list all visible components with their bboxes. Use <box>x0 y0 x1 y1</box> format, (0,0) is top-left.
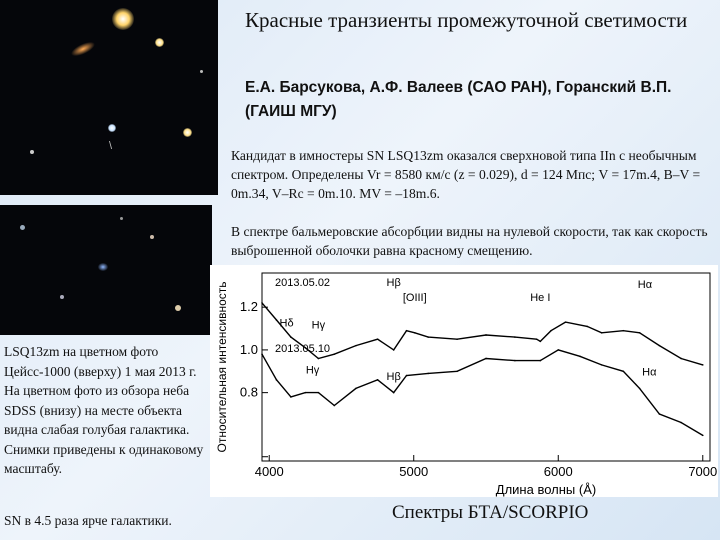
spectrum-point <box>333 405 335 407</box>
line-annotation: Hα <box>642 366 657 379</box>
spectrum-point <box>639 332 641 334</box>
spectrum-point <box>377 379 379 381</box>
y-axis-label: Относительная интенсивность <box>215 281 229 453</box>
spectrum-point <box>680 422 682 424</box>
spectrum-point <box>456 370 458 372</box>
line-annotation: Hα <box>637 278 653 291</box>
photo-zeiss-1000 <box>0 0 218 195</box>
spectrum-point <box>622 330 624 332</box>
star <box>120 217 123 220</box>
galaxy-blob <box>69 39 97 59</box>
y-tick-label: 1.2 <box>239 299 258 315</box>
spectrum-point <box>550 330 552 332</box>
spectrum-point <box>261 353 263 355</box>
star <box>20 225 25 230</box>
star <box>183 128 192 137</box>
spectrum-point <box>318 358 320 360</box>
x-tick-label: 4000 <box>254 464 284 479</box>
star <box>60 295 64 299</box>
supernova-object <box>108 124 116 132</box>
spectrum-point <box>514 360 516 362</box>
spectrum-point <box>276 379 278 381</box>
spectrum-point <box>355 345 357 347</box>
spectrum-point <box>514 336 516 338</box>
spectrum-point <box>659 413 661 415</box>
spectrum-point <box>485 334 487 336</box>
x-axis-label: Длина волны (Å) <box>495 482 597 497</box>
spectrum-point <box>355 388 357 390</box>
spectrum-point <box>318 392 320 394</box>
spectrum-svg <box>210 265 718 497</box>
star <box>30 150 34 154</box>
y-tick-label: 0.8 <box>239 384 258 400</box>
brightness-note: SN в 4.5 раза ярче галактики. <box>4 513 172 528</box>
spectrum-point <box>601 364 603 366</box>
spectrum-point <box>290 396 292 398</box>
line-annotation: Hγ <box>305 364 320 377</box>
line-annotation: Hγ <box>311 319 326 332</box>
spectrum-point <box>305 392 307 394</box>
authors: Е.А. Барсукова, А.Ф. Валеев (САО РАН), Горанский В.П. (ГАИШ МГУ) <box>245 79 672 120</box>
paragraph-balmer: В спектре бальмеровские абсорбции видны на нулевой скорости, так как скорость выброшенной оболочки равна красному смещению. <box>231 224 708 258</box>
spectrum-point <box>565 321 567 323</box>
spectrum-point <box>540 341 542 343</box>
spectrum-point <box>702 364 704 366</box>
y-tick-label: 1.0 <box>239 341 258 357</box>
spectrum-point <box>639 388 641 390</box>
spectrum-point <box>290 336 292 338</box>
bright-star <box>112 8 134 30</box>
spectrum-point <box>680 358 682 360</box>
paragraph-candidate: Кандидат в имностеры SN LSQ13zm оказался сверхновой типа IIn с необычным спектром. Определены Vr = 8580 км/с (z = 0.029), d = 124 Мпс; V = 17m.4, B–V = 0m.34, V–Rc = 0m.10. MV = –18m.6. <box>231 148 701 201</box>
photo-sdss <box>0 205 212 335</box>
spectrum-point <box>276 319 278 321</box>
x-tick-label: 5000 <box>399 464 429 479</box>
star <box>200 70 203 73</box>
spectrum-chart <box>210 265 718 497</box>
spectrum-line-2 <box>262 350 703 436</box>
spectrum-line-1 <box>262 303 703 365</box>
object-marker: \ <box>109 140 113 152</box>
line-annotation: Hβ <box>386 276 401 289</box>
spectrum-point <box>333 353 335 355</box>
photo-caption: LSQ13zm на цветном фото Цейсс-1000 (вверху) 1 мая 2013 г. На цветном фото из обзора неба SDSS (внизу) на месте объекта видна слабая голубая галактика. Снимки приведены к одинаковому масштабу. <box>4 344 204 476</box>
spectrum-point <box>579 356 581 358</box>
star <box>175 305 181 311</box>
x-tick-label: 6000 <box>543 464 573 479</box>
line-annotation: Hδ <box>279 317 294 330</box>
spectrum-point <box>702 435 704 437</box>
spectrum-point <box>557 349 559 351</box>
spectrum-point <box>586 326 588 328</box>
spectrum-point <box>261 302 263 304</box>
spectrum-point <box>659 345 661 347</box>
spectrum-point <box>406 375 408 377</box>
spectrum-point <box>536 338 538 340</box>
spectrum-point <box>601 332 603 334</box>
series-label: 2013.05.02 <box>275 276 331 289</box>
star <box>150 235 154 239</box>
spectrum-point <box>427 373 429 375</box>
x-tick-label: 7000 <box>688 464 718 479</box>
star <box>155 38 164 47</box>
spectrum-point <box>406 330 408 332</box>
spectrum-point <box>393 349 395 351</box>
spectrum-point <box>540 360 542 362</box>
line-annotation: [OIII] <box>402 291 427 304</box>
spectrum-point <box>427 336 429 338</box>
host-galaxy <box>98 263 108 271</box>
spectrum-point <box>456 338 458 340</box>
line-annotation: He I <box>530 291 551 304</box>
slide-title: Красные транзиенты промежуточной светимости <box>245 8 688 32</box>
spectrum-point <box>414 332 416 334</box>
spectrum-point <box>485 358 487 360</box>
line-annotation: Hβ <box>386 370 401 383</box>
spectra-label: Спектры БТА/SCORPIO <box>392 502 589 523</box>
spectrum-point <box>393 392 395 394</box>
spectrum-point <box>622 370 624 372</box>
series-label: 2013.05.10 <box>275 343 331 356</box>
spectrum-point <box>377 338 379 340</box>
